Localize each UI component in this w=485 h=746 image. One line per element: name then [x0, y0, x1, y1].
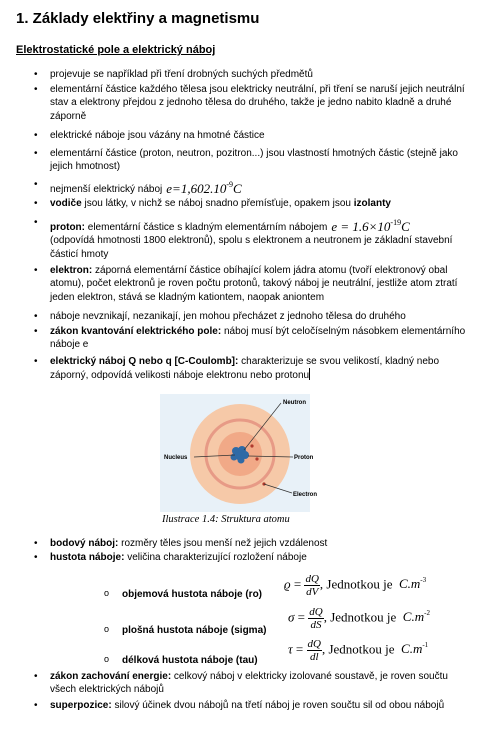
proton-label: Proton	[294, 455, 314, 461]
atom-illustration	[160, 394, 318, 512]
list-item: • náboje nevznikají, nezanikají, jen mohou přecházet z jednoho tělesa do druhého	[50, 310, 470, 323]
electron-dot	[250, 444, 253, 447]
nucleus-label: Nucleus	[164, 455, 188, 461]
linear-density-formula: τ = $\frac{dQ}{dl}$ , Jednotkou je $C.m^{-1}$	[288, 638, 429, 663]
list-item: • hustota náboje: veličina charakterizující rozložení náboje	[50, 551, 470, 564]
surface-density-formula: σ = $\frac{dQ}{dS}$ , Jednotkou je $C.m^{-2}$	[288, 606, 430, 631]
volume-density-formula: ϱ = $\frac{dQ}{dV}$ , Jednotkou je $C.m^{-3}$	[284, 573, 427, 598]
list-item: • elektrický náboj Q nebo q [C-Coulomb]: charakterizuje se svou velikostí, kladný nebo záporný, odpovídá velikosti náboje elektronu nebo protonu	[50, 355, 470, 383]
neutron-label: Neutron	[283, 400, 306, 406]
proton-charge-formula: $e = 1.6\times 10^{-19}C$	[331, 218, 410, 234]
list-item: • elektron: záporná elementární částice obíhající kolem jádra atomu (tvoří elektronový obal atomu), počet elektronů je roven počtu protonů, takový náboj je neutrální, jestliže atom ztratí jeden elektron, stává se kladným kationtem, naopak aniontem	[50, 264, 470, 304]
list-item: • zákon zachování energie: celkový náboj v elektricky izolované soustavě, je roven součtu všech elektrických nábojů	[50, 670, 470, 697]
chapter-title: 1. Základy elektřiny a magnetismu	[16, 10, 260, 27]
atom-diagram	[160, 394, 318, 512]
section-heading: Elektrostatické pole a elektrický náboj	[16, 44, 216, 56]
list-item: • superpozice: silový účinek dvou nábojů na třetí náboj je roven součtu sil od obou nábojů	[50, 699, 470, 712]
list-item: • elektrické náboje jsou vázány na hmotné částice	[50, 129, 470, 142]
list-item: • nejmenší elektrický náboj $e=1,602.10^{-9}C$	[50, 178, 470, 196]
list-item: • bodový náboj: rozměry těles jsou menší než jejich vzdálenost	[50, 537, 470, 550]
electron-label: Electron	[293, 492, 318, 498]
elementary-charge-formula: $e=1,602.10^{-9}C$	[166, 180, 242, 196]
figure-caption: Ilustrace 1.4: Struktura atomu	[162, 514, 290, 525]
list-item: • elementární částice (proton, neutron, pozitron...) jsou vlastností hmotných částic (stejně jako jejich hmotnost)	[50, 147, 470, 174]
list-item: • vodiče jsou látky, v nichž se náboj snadno přemísťuje, opakem jsou izolanty	[50, 197, 470, 210]
list-item: • projevuje se například při tření drobných suchých předmětů	[50, 68, 470, 81]
electron-dot	[255, 457, 258, 460]
list-item: • elementární částice každého tělesa jsou elektricky neutrální, při tření se naruší jejich neutrální stav a elektrony přejdou z jednoho tělesa do druhého, takže je jedno nabito kladně a druhé záporně	[50, 83, 470, 123]
list-item: • zákon kvantování elektrického pole: náboj musí být celočíselným násobkem elementárního náboje e	[50, 325, 470, 352]
text-cursor	[309, 368, 310, 380]
sub-item-linear-density: o délková hustota náboje (tau)	[122, 654, 258, 667]
sub-item-surface-density: o plošná hustota náboje (sigma)	[122, 624, 266, 637]
sub-item-volume-density: o objemová hustota náboje (ro)	[122, 588, 262, 601]
list-item: • proton: elementární částice s kladným elementárním nábojem $e = 1.6\times 10^{-19}C$ (odpovídá hmotnosti 1800 elektronů), spolu s elektronem a neutronem je základní stavební částicí hmoty	[50, 216, 470, 261]
